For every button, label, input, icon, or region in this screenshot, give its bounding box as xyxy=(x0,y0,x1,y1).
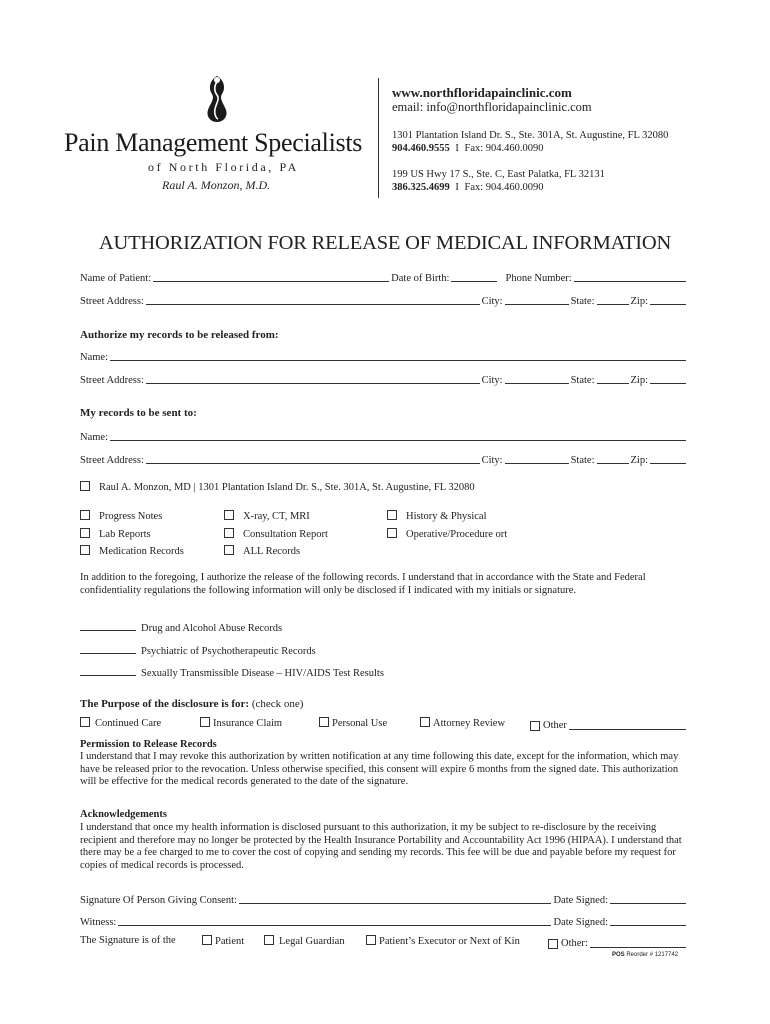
patient-checkbox[interactable] xyxy=(202,935,212,945)
guardian-option xyxy=(264,935,345,947)
office1-fax: Fax: 904.460.0090 xyxy=(464,143,544,154)
footer-reorder xyxy=(612,952,678,958)
medication-records-label: Medication Records xyxy=(99,546,184,557)
purpose-heading-row xyxy=(80,698,303,710)
other-signer-field[interactable] xyxy=(590,935,686,948)
street-field[interactable] xyxy=(146,292,480,305)
all-records-label: ALL Records xyxy=(243,546,301,557)
office2-fax: Fax: 904.460.0090 xyxy=(464,182,544,193)
permission-heading: Permission to Release Records xyxy=(80,739,217,750)
doctor-option-label: Raul A. Monzon, MD | 1301 Plantation Island Dr. S., Ste. 301A, St. Augustine, FL 32080 xyxy=(99,482,475,493)
sent-to-city-field[interactable] xyxy=(505,451,569,464)
other-purpose-field[interactable] xyxy=(569,717,686,730)
separator: I xyxy=(455,143,459,154)
psych-records-label: Psychiatric of Psychotherapeutic Records xyxy=(141,646,316,657)
acknowledgements-text: I understand that once my health information is disclosed pursuant to this authorization, it my be subject to re-disclosure by the receiving recipient and therefore may no longer be protected by the Health Insurance Portability and Accountability Act 1996 (HIPAA). I understand that there may be a fee charged to me to cover the cost of copying and sending my records. This fee will be due and payable before my request for copies of medical records is processed. xyxy=(80,822,682,871)
release-from-name-row xyxy=(80,347,688,363)
city-label: City: xyxy=(481,375,503,386)
insurance-label: Insurance Claim xyxy=(213,718,283,729)
doctor-option xyxy=(80,481,475,493)
lab-reports-option xyxy=(80,528,151,540)
street-label: Street Address: xyxy=(80,296,144,307)
zip-label: Zip: xyxy=(630,455,648,466)
lab-reports-checkbox[interactable] xyxy=(80,528,90,538)
patient-option xyxy=(202,935,244,947)
xray-label: X-ray, CT, MRI xyxy=(243,511,310,522)
std-records-row xyxy=(80,665,384,679)
signature-of-label: The Signature is of the xyxy=(80,935,176,946)
doctor-option-checkbox[interactable] xyxy=(80,481,90,491)
date-signed-field[interactable] xyxy=(610,891,686,904)
progress-notes-option xyxy=(80,510,162,522)
sent-to-name-label: Name: xyxy=(80,432,108,443)
patient-row-2 xyxy=(80,291,688,307)
witness-row xyxy=(80,912,688,928)
sent-to-address-row xyxy=(80,450,688,466)
other-signer-checkbox[interactable] xyxy=(548,939,558,949)
office1-phone: 904.460.9555 xyxy=(392,143,450,154)
history-checkbox[interactable] xyxy=(387,510,397,520)
guardian-checkbox[interactable] xyxy=(264,935,274,945)
city-field[interactable] xyxy=(505,292,569,305)
insurance-option xyxy=(200,717,282,729)
drug-records-label: Drug and Alcohol Abuse Records xyxy=(141,623,283,634)
consultation-option xyxy=(224,528,328,540)
sent-to-name-row xyxy=(80,427,688,443)
additional-records-paragraph: In addition to the foregoing, I authorize the release of the following records. I understand that in accordance with the State and Federal confidentiality regulations the following information will only be disclosed if I indicated with my initials or signature. xyxy=(80,572,646,596)
other-signer-option xyxy=(548,935,688,949)
xray-checkbox[interactable] xyxy=(224,510,234,520)
patient-name-field[interactable] xyxy=(153,269,389,282)
release-from-heading: Authorize my records to be released from: xyxy=(80,329,279,341)
spine-figure-logo-icon xyxy=(196,74,238,124)
sent-to-heading: My records to be sent to: xyxy=(80,407,197,419)
all-records-option xyxy=(224,545,300,557)
city-label: City: xyxy=(481,296,503,307)
date-signed-2-label: Date Signed: xyxy=(553,917,608,928)
drug-records-row xyxy=(80,620,282,634)
continued-care-label: Continued Care xyxy=(95,718,162,729)
other-signer-label: Other: xyxy=(561,938,588,949)
history-label: History & Physical xyxy=(406,511,487,522)
operative-checkbox[interactable] xyxy=(387,528,397,538)
medication-records-option xyxy=(80,545,184,557)
patient-label: Patient xyxy=(215,936,245,947)
sent-to-name-field[interactable] xyxy=(110,428,686,441)
attorney-label: Attorney Review xyxy=(433,718,506,729)
lab-reports-label: Lab Reports xyxy=(99,529,151,540)
dob-field[interactable] xyxy=(451,269,497,282)
release-from-name-field[interactable] xyxy=(110,348,686,361)
drug-initials-field[interactable] xyxy=(80,620,136,631)
acknowledgements-heading: Acknowledgements xyxy=(80,809,167,820)
phone-label: Phone Number: xyxy=(505,273,572,284)
sent-to-street-field[interactable] xyxy=(146,451,480,464)
office1-address: 1301 Plantation Island Dr. S., Ste. 301A, St. Augustine, FL 32080 xyxy=(392,130,669,141)
other-purpose-label: Other xyxy=(543,720,567,731)
all-records-checkbox[interactable] xyxy=(224,545,234,555)
zip-label: Zip: xyxy=(630,375,648,386)
separator: I xyxy=(455,182,459,193)
consent-signature-label: Signature Of Person Giving Consent: xyxy=(80,895,237,906)
state-field[interactable] xyxy=(597,292,629,305)
release-from-address-row xyxy=(80,370,688,386)
office1-contact xyxy=(392,142,544,155)
personal-use-checkbox[interactable] xyxy=(319,717,329,727)
operative-option xyxy=(387,528,507,540)
release-from-street-field[interactable] xyxy=(146,371,480,384)
street-label: Street Address: xyxy=(80,455,144,466)
dob-label: Date of Birth: xyxy=(391,273,450,284)
permission-text: I understand that I may revoke this authorization by written notification at any time following this date, except for the information, which may have be released prior to the revocation. Unless otherwise specified, this consent will expire 6 months from the signed date. This authorization will be effective for the medical records generated to the date of the signature. xyxy=(80,751,679,787)
other-purpose-option xyxy=(530,717,688,731)
attorney-checkbox[interactable] xyxy=(420,717,430,727)
doctor-name: Raul A. Monzon, M.D. xyxy=(162,178,271,192)
medication-records-checkbox[interactable] xyxy=(80,545,90,555)
office2-phone: 386.325.4699 xyxy=(392,182,450,193)
zip-field[interactable] xyxy=(650,292,686,305)
consultation-checkbox[interactable] xyxy=(224,528,234,538)
office2-contact xyxy=(392,181,544,194)
website-link[interactable]: www.northfloridapainclinic.com xyxy=(392,85,572,100)
release-from-city-field[interactable] xyxy=(505,371,569,384)
executor-checkbox[interactable] xyxy=(366,935,376,945)
patient-name-label: Name of Patient: xyxy=(80,273,152,284)
psych-records-row xyxy=(80,643,316,657)
history-option xyxy=(387,510,487,522)
purpose-heading: The Purpose of the disclosure is for: xyxy=(80,698,250,710)
date-signed-2-field[interactable] xyxy=(610,913,686,926)
consent-signature-field[interactable] xyxy=(239,891,552,904)
brand-subtitle: of North Florida, PA xyxy=(148,160,299,174)
street-label: Street Address: xyxy=(80,375,144,386)
std-initials-field[interactable] xyxy=(80,665,136,676)
other-purpose-checkbox[interactable] xyxy=(530,721,540,731)
personal-use-label: Personal Use xyxy=(332,718,388,729)
guardian-label: Legal Guardian xyxy=(279,936,345,947)
state-label: State: xyxy=(570,296,595,307)
operative-label: Operative/Procedure ort xyxy=(406,529,508,540)
consent-signature-row xyxy=(80,890,688,906)
consultation-label: Consultation Report xyxy=(243,529,328,540)
insurance-checkbox[interactable] xyxy=(200,717,210,727)
document-title: AUTHORIZATION FOR RELEASE OF MEDICAL INFORMATION xyxy=(98,232,672,254)
executor-label: Patient’s Executor or Next of Kin xyxy=(379,936,520,947)
sent-to-state-field[interactable] xyxy=(597,451,629,464)
zip-label: Zip: xyxy=(630,296,648,307)
xray-option xyxy=(224,510,310,522)
state-label: State: xyxy=(570,375,595,386)
header-divider xyxy=(378,78,379,198)
phone-field[interactable] xyxy=(574,269,686,282)
continued-care-checkbox[interactable] xyxy=(80,717,90,727)
progress-notes-checkbox[interactable] xyxy=(80,510,90,520)
patient-row-1 xyxy=(80,268,688,284)
city-label: City: xyxy=(481,455,503,466)
footer-brand: POS xyxy=(612,952,625,958)
release-from-state-field[interactable] xyxy=(597,371,629,384)
brand-name: Pain Management Specialists xyxy=(64,128,363,157)
psych-initials-field[interactable] xyxy=(80,643,136,654)
release-from-name-label: Name: xyxy=(80,352,108,363)
witness-label: Witness: xyxy=(80,917,117,928)
continued-care-option xyxy=(80,717,161,729)
email-link[interactable]: email: info@northfloridapainclinic.com xyxy=(392,100,592,114)
executor-option xyxy=(366,935,520,947)
state-label: State: xyxy=(570,455,595,466)
release-from-zip-field[interactable] xyxy=(650,371,686,384)
date-signed-label: Date Signed: xyxy=(553,895,608,906)
office2-address: 199 US Hwy 17 S., Ste. C, East Palatka, FL 32131 xyxy=(392,169,605,180)
progress-notes-label: Progress Notes xyxy=(99,511,163,522)
purpose-note: (check one) xyxy=(251,698,304,710)
personal-use-option xyxy=(319,717,387,729)
footer-reorder-number: Reorder # 1217742 xyxy=(626,952,679,958)
sent-to-zip-field[interactable] xyxy=(650,451,686,464)
std-records-label: Sexually Transmissible Disease – HIV/AIDS Test Results xyxy=(141,668,384,679)
witness-field[interactable] xyxy=(118,913,551,926)
attorney-option xyxy=(420,717,505,729)
